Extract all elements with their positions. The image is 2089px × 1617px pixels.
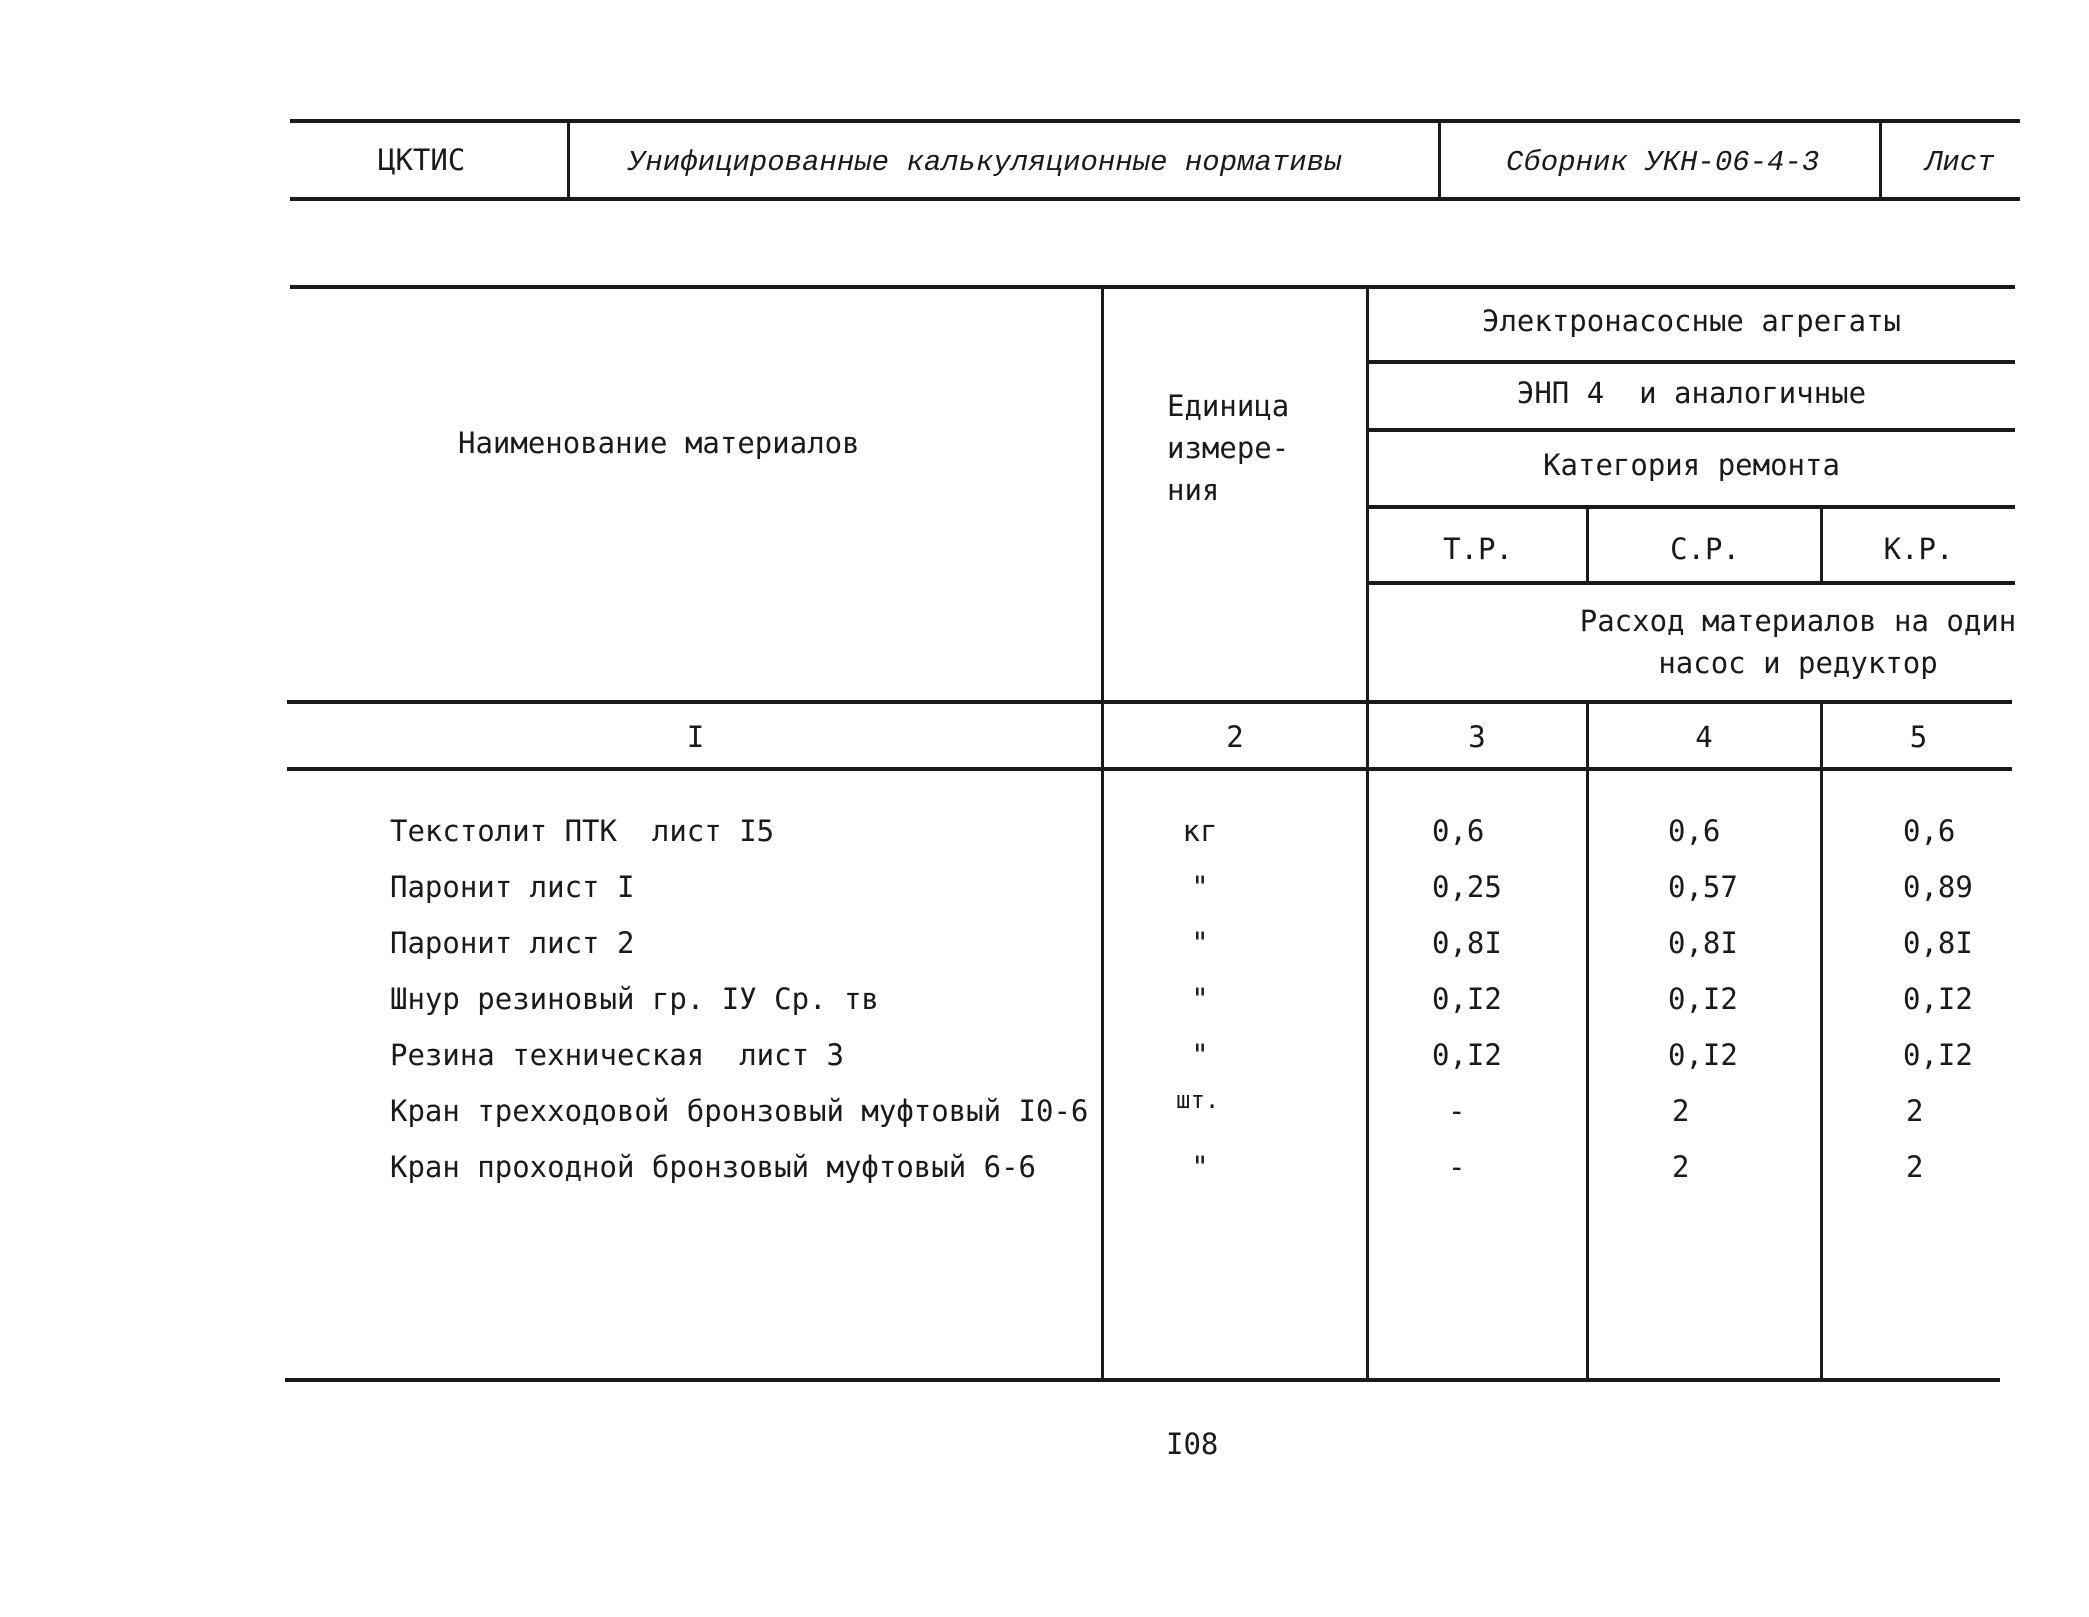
row-7-unit: " [1191, 1150, 1209, 1184]
header-divider-3 [1879, 121, 1882, 199]
col-header-name: Наименование материалов [458, 426, 860, 460]
row-7-sr: 2 [1672, 1150, 1690, 1184]
numbers-bottom-rule [287, 767, 2012, 771]
row-7-kr: 2 [1906, 1150, 1924, 1184]
header-collection: Сборник УКН-06-4-3 [1506, 146, 1820, 179]
header-bottom-table-rule [287, 700, 2012, 704]
model-label: ЭНП 4 и аналогичные [1516, 376, 1867, 410]
consumption-line2: насос и редуктор [1658, 646, 1938, 680]
col-header-unit-line1: Единица [1167, 389, 1290, 423]
row-3-tr: 0,8I [1432, 926, 1502, 960]
col-number-1: I [686, 720, 705, 754]
row-5-unit: " [1191, 1038, 1209, 1072]
header-top-rule [290, 119, 2020, 123]
col-number-3: 3 [1468, 720, 1486, 754]
col-header-unit-line2: измере- [1167, 431, 1290, 465]
row-5-tr: 0,I2 [1432, 1038, 1502, 1072]
row-1-unit: кг [1182, 814, 1218, 848]
consumption-line1: Расход материалов на один [1579, 604, 2017, 638]
row-6-kr: 2 [1906, 1094, 1924, 1128]
row-4-tr: 0,I2 [1432, 982, 1502, 1016]
header-title: Унифицированные калькуляционные нормативы [628, 146, 1342, 179]
header-bottom-rule [290, 197, 2020, 201]
row-7-tr: - [1448, 1150, 1466, 1184]
col-number-4: 4 [1695, 720, 1713, 754]
row-6-unit: шт. [1176, 1086, 1220, 1114]
row-7-name: Кран проходной бронзовый муфтовый 6-6 [390, 1150, 1037, 1184]
row-2-sr: 0,57 [1668, 870, 1738, 904]
row-6-sr: 2 [1672, 1094, 1690, 1128]
row-1-name: Текстолит ПТК лист I5 [390, 814, 775, 848]
row-4-kr: 0,I2 [1903, 982, 1973, 1016]
table-bottom-rule [285, 1378, 2000, 1382]
header-sheet-label: Лист [1925, 146, 1995, 179]
row-5-name: Резина техническая лист 3 [390, 1038, 844, 1072]
header-org: ЦКТИС [378, 143, 466, 177]
row-6-tr: - [1448, 1094, 1466, 1128]
col-number-2: 2 [1226, 720, 1244, 754]
header-divider-1 [567, 121, 570, 199]
row-6-name: Кран трехходовой бронзовый муфтовый I0-6 [390, 1094, 1089, 1128]
row-3-sr: 0,8I [1668, 926, 1738, 960]
row-3-unit: " [1191, 926, 1209, 960]
col-number-5: 5 [1909, 720, 1928, 754]
col-divider-4-5 [1820, 702, 1823, 1380]
category-tr: Т.Р. [1443, 532, 1513, 566]
row-5-kr: 0,I2 [1903, 1038, 1973, 1072]
row-2-tr: 0,25 [1432, 870, 1502, 904]
row-2-unit: " [1191, 870, 1209, 904]
row-1-tr: 0,6 [1432, 814, 1485, 848]
group-title: Электронасосные агрегаты [1481, 304, 1902, 338]
row-1-sr: 0,6 [1668, 814, 1721, 848]
rule-after-group [1368, 360, 2015, 364]
category-sr: С.Р. [1670, 532, 1740, 566]
row-1-kr: 0,6 [1903, 814, 1956, 848]
col-divider-3-4 [1586, 702, 1589, 1380]
row-4-name: Шнур резиновый гр. IУ Ср. тв [390, 982, 879, 1016]
row-4-unit: " [1191, 982, 1209, 1016]
category-label: Категория ремонта [1543, 448, 1840, 482]
rule-after-category [1368, 505, 2015, 509]
row-5-sr: 0,I2 [1668, 1038, 1738, 1072]
row-4-sr: 0,I2 [1668, 982, 1738, 1016]
col-header-unit-line3: ния [1167, 473, 1220, 507]
row-2-name: Паронит лист I [390, 870, 635, 904]
row-3-kr: 0,8I [1903, 926, 1973, 960]
rule-after-model [1368, 428, 2015, 432]
page-number: I08 [1166, 1427, 1219, 1461]
row-2-kr: 0,89 [1903, 870, 1973, 904]
category-kr: К.Р. [1883, 532, 1954, 566]
row-3-name: Паронит лист 2 [390, 926, 635, 960]
rule-after-codes [1368, 581, 2015, 585]
table-top-rule [290, 285, 2015, 289]
header-divider-2 [1438, 121, 1441, 199]
